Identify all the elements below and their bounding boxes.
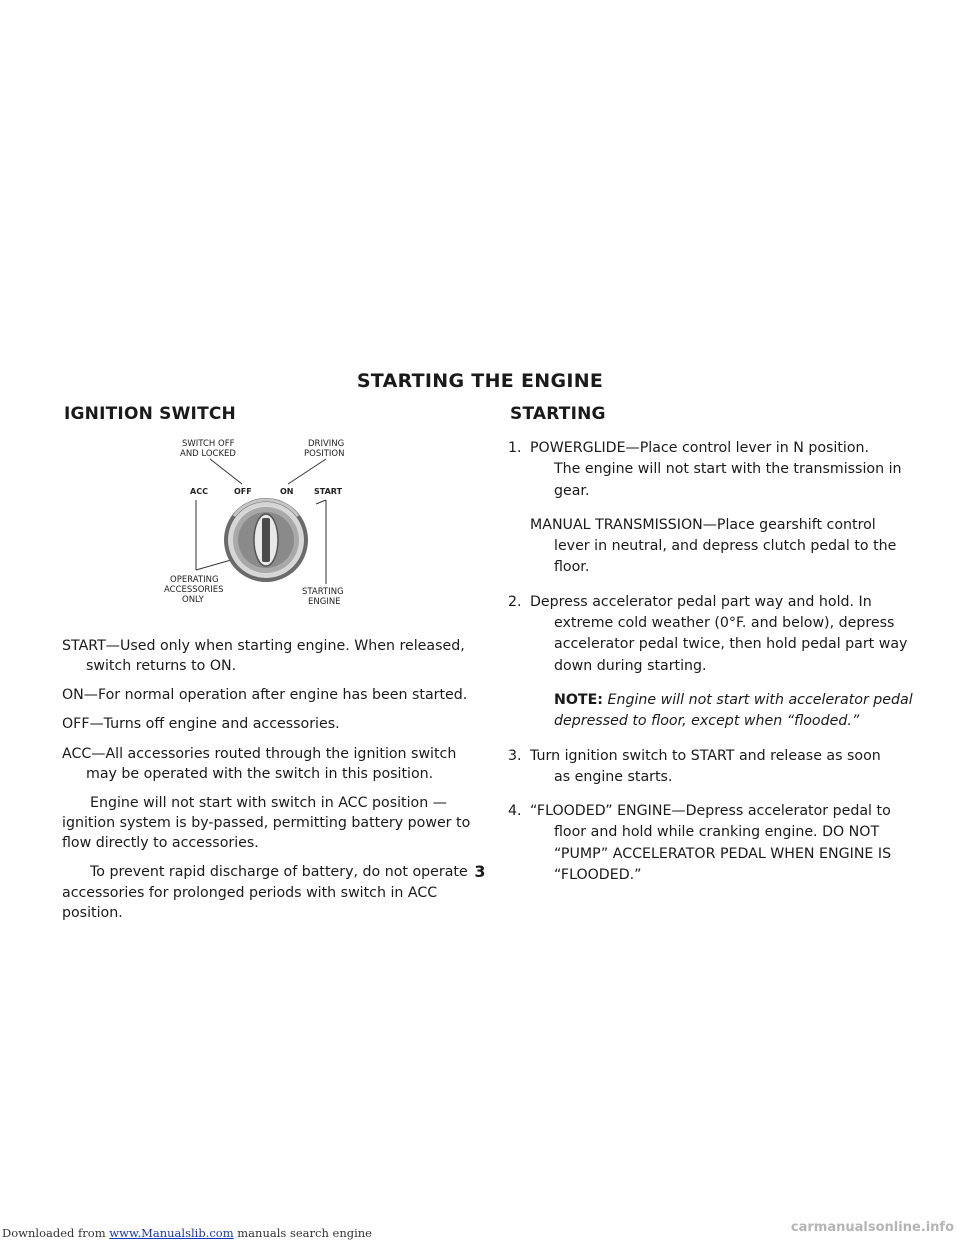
step-number: 4. xyxy=(508,803,522,820)
acc-paragraph: ACC—All accessories routed through the ignition switch may be operated with the switch in this position. xyxy=(62,745,457,782)
step-number: 1. xyxy=(508,440,522,456)
ignition-switch-text xyxy=(62,636,480,932)
step-continuation: lever in neutral, and depress clutch pedal to the floor. xyxy=(554,538,897,576)
position-acc: ACC xyxy=(190,487,208,496)
page-number: 3 xyxy=(474,862,486,881)
step-continuation: extreme cold weather (0°F. and below), depress accelerator pedal twice, then hold pedal part way down during starting. xyxy=(554,615,908,674)
position-start: START xyxy=(314,487,343,496)
diagram-label-and-locked: AND LOCKED xyxy=(180,449,236,459)
starting-heading: STARTING xyxy=(510,404,606,424)
start-paragraph: START—Used only when starting engine. When released, switch returns to ON. xyxy=(62,638,465,675)
step-continuation: The engine will not start with the transmission in gear. xyxy=(554,461,902,499)
step-1-manual xyxy=(508,515,918,579)
footer-prefix: Downloaded from xyxy=(2,1226,110,1240)
start-arrow-line xyxy=(316,500,326,504)
step-lead: POWERGLIDE—Place control lever in N position. xyxy=(530,440,870,456)
ignition-switch-knob-icon xyxy=(224,498,308,582)
diagram-label-driving: DRIVING xyxy=(308,439,345,449)
step-lead: MANUAL TRANSMISSION—Place gearshift control xyxy=(530,516,876,533)
acc-note-paragraph: Engine will not start with switch in ACC position —ignition system is by-passed, permitting battery power to flow directly to accessories. xyxy=(62,794,471,852)
download-footer xyxy=(2,1226,372,1240)
step-lead: Depress accelerator pedal part way and hold. In xyxy=(530,593,872,610)
step-lead: “FLOODED” ENGINE—Depress accelerator pedal to xyxy=(530,803,891,820)
step-lead: Turn ignition switch to START and release as soon xyxy=(530,747,881,764)
on-paragraph: ON—For normal operation after engine has been started. xyxy=(62,687,468,704)
diagram-label-starting: STARTING xyxy=(302,587,344,597)
position-off: OFF xyxy=(234,487,252,496)
step-2 xyxy=(508,592,918,677)
step-1 xyxy=(508,438,918,502)
position-on: ON xyxy=(280,487,294,496)
step-3 xyxy=(508,746,918,789)
diagram-label-only: ONLY xyxy=(182,595,204,605)
accelerator-note xyxy=(508,690,918,733)
off-paragraph: OFF—Turns off engine and accessories. xyxy=(62,716,340,733)
ignition-switch-heading: IGNITION SWITCH xyxy=(64,404,236,424)
ignition-switch-diagram xyxy=(150,436,400,626)
diagram-label-switch-off: SWITCH OFF xyxy=(182,439,235,449)
note-label: NOTE: xyxy=(554,691,603,708)
pointer-on-line xyxy=(288,459,326,484)
diagram-label-operating: OPERATING xyxy=(170,575,219,585)
starting-steps xyxy=(508,438,918,899)
note-text: Engine will not start with accelerator pedal depressed to floor, except when “flooded.” xyxy=(554,691,913,730)
page-title: STARTING THE ENGINE xyxy=(356,370,604,392)
step-continuation: floor and hold while cranking engine. DO NOT “PUMP” ACCELERATOR PEDAL WHEN ENGINE IS “FLOODED.” xyxy=(554,824,892,884)
step-number: 3. xyxy=(508,747,522,764)
diagram-label-position: POSITION xyxy=(304,449,345,459)
step-number: 2. xyxy=(508,593,522,610)
step-continuation: as engine starts. xyxy=(554,768,673,785)
pointer-off-line xyxy=(210,459,242,484)
site-watermark: carmanualsonline.info xyxy=(790,1220,954,1235)
battery-warning-paragraph: To prevent rapid discharge of battery, do not operate accessories for prolonged periods with switch in ACC position. xyxy=(62,864,468,921)
diagram-label-accessories: ACCESSORIES xyxy=(164,585,224,595)
manualslib-link[interactable]: www.Manualslib.com xyxy=(109,1226,234,1240)
footer-suffix: manuals search engine xyxy=(233,1226,372,1240)
diagram-label-engine: ENGINE xyxy=(308,597,341,607)
